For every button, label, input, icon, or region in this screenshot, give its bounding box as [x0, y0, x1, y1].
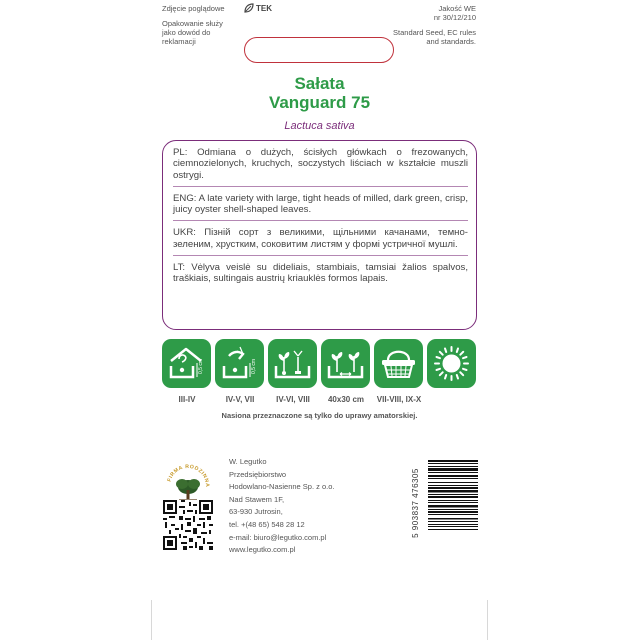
company-email: e-mail: biuro@legutko.com.pl	[229, 532, 327, 542]
packet-edge-right	[487, 600, 488, 640]
barcode-bar	[428, 478, 478, 479]
quality-ref: nr 30/12/210	[433, 13, 476, 22]
label-open-ground-sowing: IV-V, VII	[225, 395, 255, 404]
company-info	[229, 456, 334, 557]
open-ground-sowing-icon	[215, 339, 264, 388]
quality-label: Jakość WE	[438, 4, 476, 13]
description-eng: ENG: A late variety with large, tight heads of milled, dark green, crisp, juicy oyster shell-shaped leaves.	[173, 192, 468, 216]
label-transplanting: IV-VI, VIII	[276, 395, 310, 404]
harvest-basket-icon	[374, 339, 423, 388]
standards-note: Standard Seed, EC rules and standards.	[393, 28, 476, 46]
barcode-bar	[428, 487, 478, 489]
packet-edge-left	[151, 600, 152, 640]
barcode-bar	[428, 468, 478, 471]
barcode-bar	[428, 460, 478, 462]
company-phone: tel. +(48 65) 548 28 12	[229, 519, 305, 529]
barcode-bar	[428, 466, 478, 467]
label-harvest: VII-VIII, IX-X	[376, 395, 422, 404]
barcode-bar	[428, 500, 478, 501]
company-city: 63-930 Jutrosin,	[229, 507, 283, 517]
top-right-notes	[386, 4, 476, 46]
barcode-bar	[428, 482, 478, 483]
barcode-bar	[428, 494, 478, 495]
company-name: W. Legutko	[229, 457, 267, 466]
complaint-note: Opakowanie służy jako dowód do reklamacji	[162, 19, 223, 46]
company-street: Nad Stawem 1F,	[229, 494, 285, 504]
description-lt: LT: Vėlyva veislė su dideliais, stambiais, tamsiai žalios spalvos, traškiais, sultingais austrių kriauklės formos lapais.	[173, 262, 468, 285]
barcode-bar	[428, 502, 478, 503]
seal-text: FIRMA RODZINNA	[166, 463, 211, 488]
barcode-bar	[428, 526, 478, 527]
barcode-bar	[428, 509, 478, 510]
label-greenhouse-sowing: III-IV	[178, 395, 196, 404]
top-left-notes	[162, 4, 234, 46]
hang-hole-outline	[244, 37, 394, 63]
amateur-note: Nasiona przeznaczone są tylko do uprawy amatorskiej.	[221, 411, 418, 420]
barcode-bar	[428, 496, 478, 498]
divider	[173, 220, 468, 221]
cultivation-icons	[162, 339, 478, 389]
depth-label-2: 0,5 cm	[251, 358, 257, 374]
barcode-bar	[428, 521, 478, 522]
leaf-icon	[244, 3, 254, 13]
divider	[173, 255, 468, 256]
divider	[173, 186, 468, 187]
photo-note: Zdjęcie poglądowe	[162, 4, 225, 13]
barcode-bar	[428, 463, 478, 464]
latin-name: Lactuca sativa	[284, 120, 355, 132]
barcode-bar	[428, 505, 478, 508]
barcode-bar	[428, 485, 478, 486]
barcode-bar	[428, 514, 478, 515]
depth-label-1: 0,5 cm	[198, 358, 204, 374]
barcode-bar	[428, 472, 478, 473]
tek-mark	[244, 3, 272, 13]
family-company-seal	[165, 460, 211, 504]
barcode-bar	[428, 518, 478, 520]
barcode-bar	[428, 490, 478, 493]
company-type: Przedsiębiorstwo	[229, 469, 287, 479]
company-type-2: Hodowlano-Nasienne Sp. z o.o.	[229, 482, 335, 492]
product-name: Sałata	[294, 74, 345, 93]
barcode-icon	[428, 460, 478, 546]
company-website: www.legutko.com.pl	[229, 545, 296, 555]
barcode-bar	[428, 511, 478, 513]
label-spacing: 40x30 cm	[327, 395, 365, 404]
greenhouse-sowing-icon	[162, 339, 211, 388]
sun-icon	[427, 339, 476, 388]
cultivation-labels	[162, 395, 478, 407]
transplanting-icon	[268, 339, 317, 388]
tek-label: TEK	[256, 3, 272, 13]
barcode-number: 5 903837 476305	[411, 468, 420, 538]
barcode-bar	[428, 475, 478, 477]
description-box	[162, 140, 477, 330]
description-pl: PL: Odmiana o dużych, ścisłych główkach o frezowanych, ciemnozielonych, kruchych, soczystych liściach w kształcie muszli ostrygi.	[173, 147, 468, 181]
barcode-bar	[428, 529, 478, 530]
description-ukr: UKR: Пізній сорт з великими, щільними качанами, темно-зеленим, хрустким, соковитим листям у формі устричної мушлі.	[173, 227, 468, 250]
barcode-bar	[428, 524, 478, 525]
spacing-icon	[321, 339, 370, 388]
product-variety: Vanguard 75	[268, 93, 371, 112]
qr-code-icon	[163, 500, 213, 550]
